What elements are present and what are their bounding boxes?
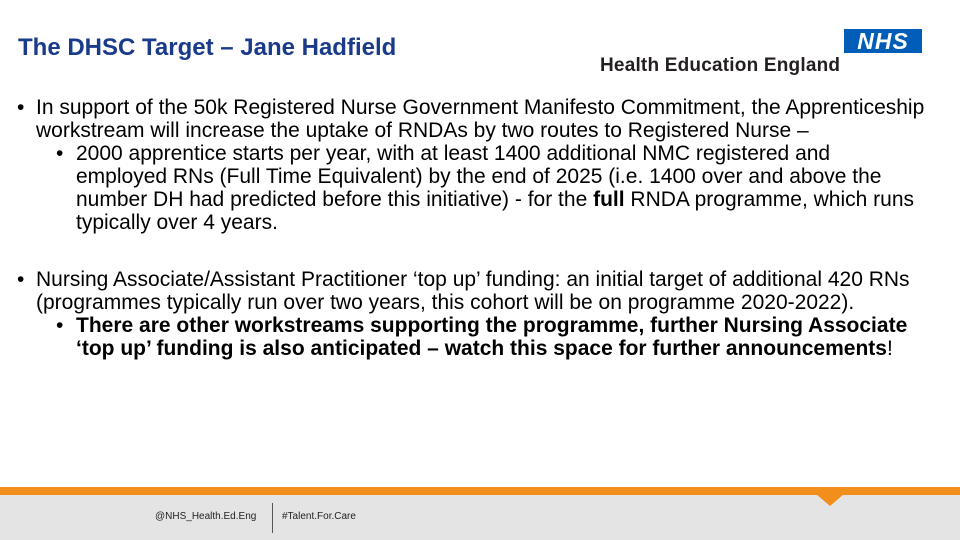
slide-body	[16, 96, 926, 360]
spacer	[16, 234, 926, 268]
hee-logo-text: Health Education England	[600, 55, 841, 76]
footer-separator	[272, 503, 273, 533]
footer-hashtag: #Talent.For.Care	[282, 511, 356, 522]
bullet-1-sub-bold: full	[593, 188, 625, 211]
bullet-2	[16, 268, 926, 314]
bullet-2-sub-bold: There are other workstreams supporting the programme, further Nursing Associate ‘top up’ funding is also anticipated – watch this space for further announcements	[76, 314, 908, 360]
bullet-1	[16, 96, 926, 142]
bullet-2-text: Nursing Associate/Assistant Practitioner ‘top up’ funding: an initial target of additional 420 RNs (programmes typically run over two years, this cohort will be on programme 2020-2022).	[36, 268, 910, 314]
bullet-1-sub	[36, 142, 926, 234]
page-title: The DHSC Target – Jane Hadfield	[18, 34, 397, 61]
bullet-2-sub-end: !	[886, 337, 893, 360]
hee-logo	[598, 27, 928, 77]
bullet-1-sub-text-end: RNDA programme, which runs typically over 4 years.	[76, 188, 915, 234]
footer-twitter-handle: @NHS_Health.Ed.Eng	[155, 511, 257, 522]
footer-notch	[816, 494, 844, 506]
bullet-2-sub	[36, 314, 926, 360]
bullet-1-text: In support of the 50k Registered Nurse Government Manifesto Commitment, the Apprenticeship workstream will increase the uptake of RNDAs by two routes to Registered Nurse –	[36, 96, 925, 142]
nhs-logo-box: NHS	[844, 29, 922, 53]
bullet-1-sub-text-start: 2000 apprentice starts per year, with at least 1400 additional NMC registered and employed RNs (Full Time Equivalent) by the end of 2025 (i.e. 1400 over and above the number DH had predicted before this initiative) - for the	[76, 142, 882, 211]
